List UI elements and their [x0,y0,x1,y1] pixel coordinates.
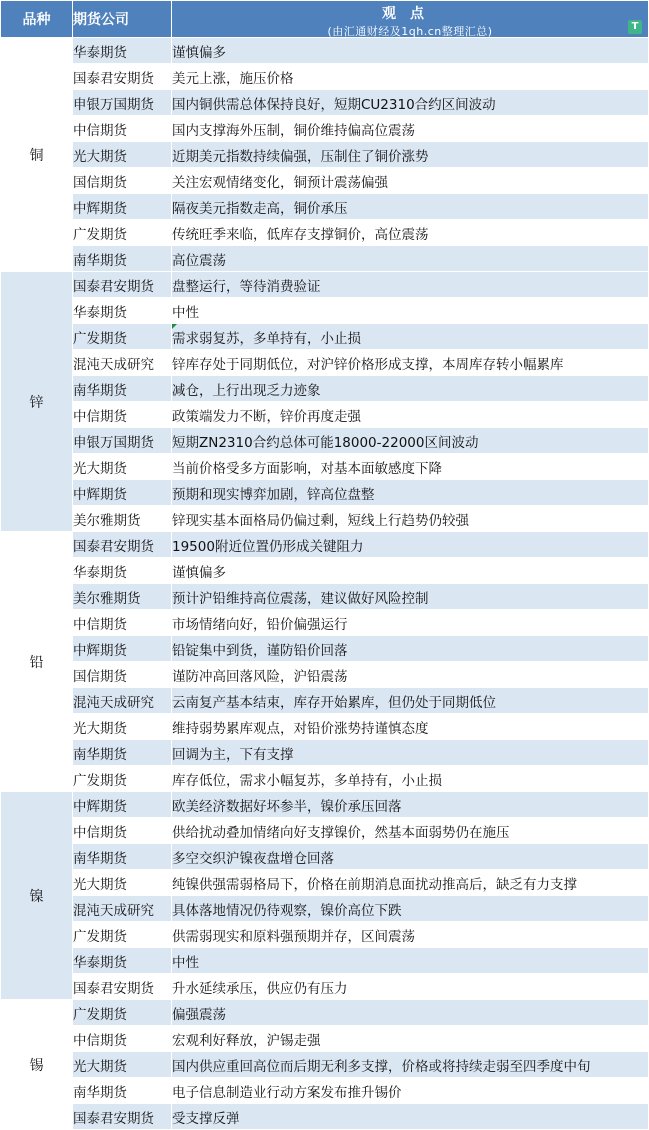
table-row [1,740,649,766]
company-cell: 中信期货 [73,610,172,636]
variety-cell: 铅 [1,532,73,792]
table-row [1,220,649,246]
company-cell: 南华期货 [73,246,172,272]
table-row [1,324,649,350]
view-cell: 电子信息制造业行动方案发布推升锡价 [172,1078,649,1104]
view-cell: 多空交织沪镍夜盘增仓回落 [172,844,649,870]
view-cell: 预期和现实博弈加剧，锌高位盘整 [172,480,649,506]
view-cell: 政策端发力不断，锌价再度走强 [172,402,649,428]
table-row [1,298,649,324]
company-cell: 中信期货 [73,402,172,428]
view-cell: 谨防冲高回落风险，沪铅震荡 [172,662,649,688]
variety-cell: 锡 [1,1000,73,1130]
table-row [1,792,649,818]
company-cell: 广发期货 [73,766,172,792]
view-cell: 近期美元指数持续偏强，压制住了铜价涨势 [172,142,649,168]
header-view-note: (由汇通财经及1qh.cn整理汇总) [327,25,493,38]
view-cell: 谨慎偏多 [172,558,649,584]
view-cell: 纯镍供强需弱格局下，价格在前期消息面扰动推高后，缺乏有力支撑 [172,870,649,896]
table-row [1,428,649,454]
header-view [172,1,649,38]
table-row [1,402,649,428]
company-cell: 南华期货 [73,740,172,766]
company-cell: 光大期货 [73,870,172,896]
view-cell: 关注宏观情绪变化，铜预计震荡偏强 [172,168,649,194]
table-row [1,90,649,116]
table-row [1,194,649,220]
view-cell: 减仓，上行出现乏力迹象 [172,376,649,402]
view-cell: 谨慎偏多 [172,38,649,64]
company-cell: 华泰期货 [73,948,172,974]
table-row [1,532,649,558]
variety-cell: 镍 [1,792,73,1000]
company-cell: 广发期货 [73,324,172,350]
table-row [1,974,649,1000]
table-row [1,1104,649,1130]
company-cell: 南华期货 [73,376,172,402]
table-row [1,38,649,64]
view-cell: 受支撑反弹 [172,1104,649,1130]
table-body [1,38,649,1130]
variety-cell: 锌 [1,272,73,532]
table-row [1,922,649,948]
table-row [1,1078,649,1104]
table-row [1,714,649,740]
company-cell: 申银万国期货 [73,90,172,116]
view-cell: 19500附近位置仍形成关键阻力 [172,532,649,558]
table-row [1,766,649,792]
company-cell: 美尔雅期货 [73,506,172,532]
company-cell: 广发期货 [73,1000,172,1026]
view-cell: 高位震荡 [172,246,649,272]
header-company: 期货公司 [73,1,172,38]
company-cell: 国泰君安期货 [73,532,172,558]
view-cell: 预计沪铅维持高位震荡，建议做好风险控制 [172,584,649,610]
table-row [1,636,649,662]
table-row [1,584,649,610]
view-cell: 维持弱势累库观点，对铅价涨势持谨慎态度 [172,714,649,740]
table-row [1,142,649,168]
company-cell: 华泰期货 [73,558,172,584]
t-badge-icon[interactable]: T [628,20,642,34]
company-cell: 广发期货 [73,922,172,948]
table-row [1,610,649,636]
view-cell: 欧美经济数据好坏参半，镍价承压回落 [172,792,649,818]
table-row [1,116,649,142]
view-cell: 回调为主，下有支撑 [172,740,649,766]
table-row [1,480,649,506]
view-cell: 国内铜供需总体保持良好，短期CU2310合约区间波动 [172,90,649,116]
company-cell: 中辉期货 [73,480,172,506]
view-cell: 隔夜美元指数走高，铜价承压 [172,194,649,220]
company-cell: 国泰君安期货 [73,1104,172,1130]
table-row [1,454,649,480]
company-cell: 光大期货 [73,454,172,480]
view-cell: 传统旺季来临，低库存支撑铜价，高位震荡 [172,220,649,246]
company-cell: 国泰君安期货 [73,64,172,90]
company-cell: 中辉期货 [73,194,172,220]
company-cell: 华泰期货 [73,38,172,64]
view-cell: 锌现实基本面格局仍偏过剩，短线上行趋势仍较强 [172,506,649,532]
header-view-title: 观点 [382,6,438,22]
company-cell: 光大期货 [73,714,172,740]
company-cell: 南华期货 [73,1078,172,1104]
table-row [1,662,649,688]
company-cell: 中辉期货 [73,636,172,662]
header-variety: 品种 [1,1,73,38]
company-cell: 光大期货 [73,142,172,168]
company-cell: 南华期货 [73,844,172,870]
company-cell: 国泰君安期货 [73,272,172,298]
view-cell: 具体落地情况仍待观察，镍价高位下跌 [172,896,649,922]
table-row [1,558,649,584]
view-cell: 铅锭集中到货，谨防铅价回落 [172,636,649,662]
view-cell: 中性 [172,948,649,974]
view-cell: 短期ZN2310合约总体可能18000-22000区间波动 [172,428,649,454]
view-cell: 美元上涨，施压价格 [172,64,649,90]
table-row [1,818,649,844]
view-cell: 偏强震荡 [172,1000,649,1026]
view-cell: 供给扰动叠加情绪向好支撑镍价，然基本面弱势仍在施压 [172,818,649,844]
table-row [1,168,649,194]
view-cell: 中性 [172,298,649,324]
view-cell: 需求弱复苏，多单持有，小止损 [172,324,649,350]
table-row [1,246,649,272]
company-cell: 中辉期货 [73,792,172,818]
table-row [1,1026,649,1052]
table-row [1,948,649,974]
variety-cell: 铜 [1,38,73,272]
table-row [1,506,649,532]
view-cell: 国内支撑海外压制，铜价维持偏高位震荡 [172,116,649,142]
company-cell: 混沌天成研究 [73,350,172,376]
table-row [1,376,649,402]
company-cell: 中信期货 [73,116,172,142]
table-row [1,1000,649,1026]
view-cell: 国内供应重回高位而后期无利多支撑，价格或将持续走弱至四季度中旬 [172,1052,649,1078]
company-cell: 申银万国期货 [73,428,172,454]
table-row [1,688,649,714]
view-cell: 宏观利好释放，沪锡走强 [172,1026,649,1052]
table-row [1,896,649,922]
view-cell: 当前价格受多方面影响，对基本面敏感度下降 [172,454,649,480]
view-cell: 供需弱现实和原料强预期并存，区间震荡 [172,922,649,948]
company-cell: 光大期货 [73,1052,172,1078]
company-cell: 华泰期货 [73,298,172,324]
view-cell: 锌库存处于同期低位，对沪锌价格形成支撑，本周库存转小幅累库 [172,350,649,376]
table-row [1,1052,649,1078]
view-cell: 库存低位，需求小幅复苏，多单持有，小止损 [172,766,649,792]
company-cell: 混沌天成研究 [73,896,172,922]
company-cell: 国泰君安期货 [73,974,172,1000]
view-cell: 升水延续承压，供应仍有压力 [172,974,649,1000]
table-row [1,272,649,298]
table-row [1,64,649,90]
view-cell: 盘整运行，等待消费验证 [172,272,649,298]
view-cell: 市场情绪向好，铅价偏强运行 [172,610,649,636]
company-cell: 美尔雅期货 [73,584,172,610]
table-row [1,350,649,376]
table-header-row [1,1,649,38]
view-cell: 云南复产基本结束，库存开始累库，但仍处于同期低位 [172,688,649,714]
table-row [1,844,649,870]
company-cell: 中信期货 [73,1026,172,1052]
company-cell: 国信期货 [73,662,172,688]
company-cell: 混沌天成研究 [73,688,172,714]
company-cell: 中信期货 [73,818,172,844]
company-cell: 国信期货 [73,168,172,194]
table-row [1,870,649,896]
company-cell: 广发期货 [73,220,172,246]
